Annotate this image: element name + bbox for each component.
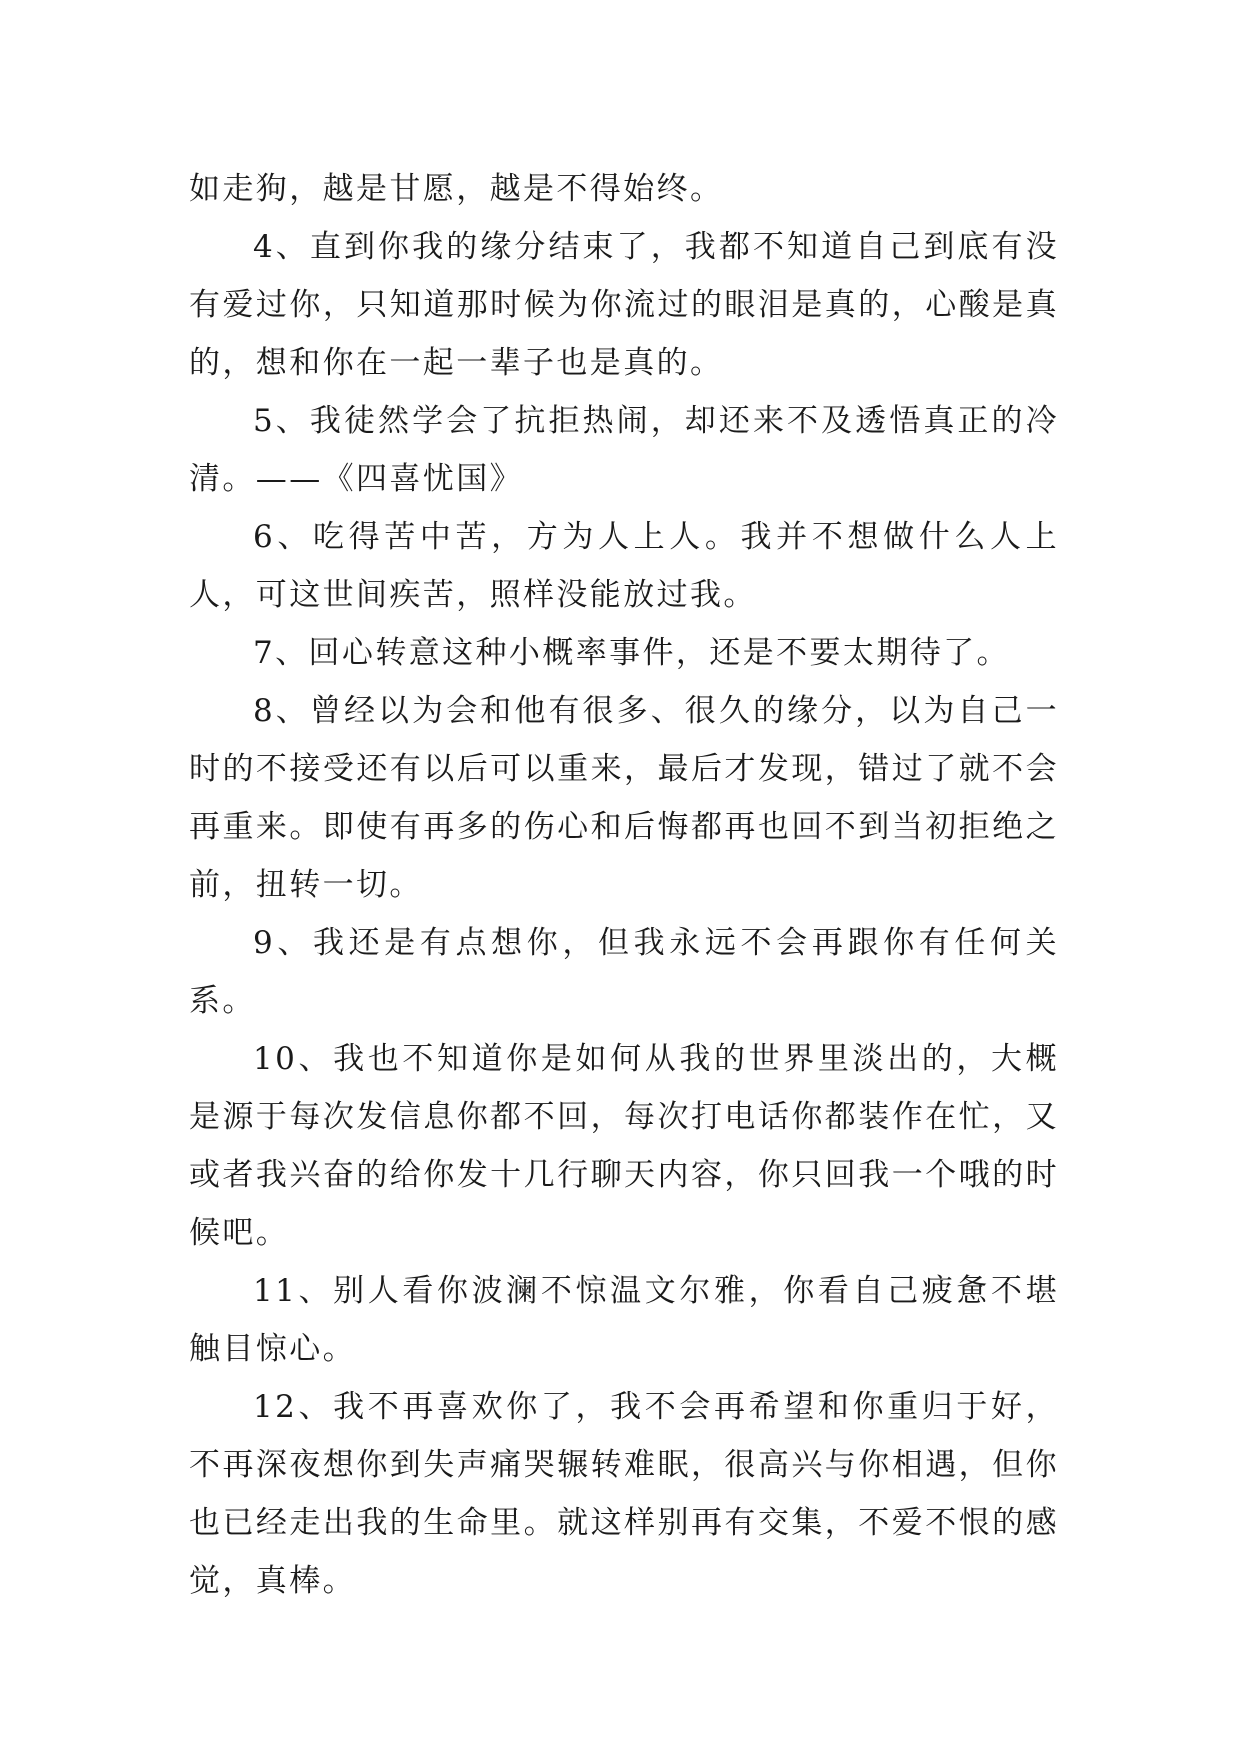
paragraph-item-7: 7、回心转意这种小概率事件，还是不要太期待了。 [253,635,1010,671]
paragraph-item-11: 11、别人看你波澜不惊温文尔雅，你看自己疲惫不堪触目惊心。 [189,1273,1059,1367]
paragraph-continuation: 如走狗，越是甘愿，越是不得始终。 [189,171,724,207]
paragraph-item-9: 9、我还是有点想你，但我永远不会再跟你有任何关系。 [189,925,1059,1019]
paragraph-item-10: 10、我也不知道你是如何从我的世界里淡出的，大概是源于每次发信息你都不回，每次打电话你都装作在忙，又或者我兴奋的给你发十几行聊天内容，你只回我一个哦的时候吧。 [189,1041,1059,1251]
document-body [189,160,1059,1610]
paragraph-item-4: 4、直到你我的缘分结束了，我都不知道自己到底有没有爱过你，只知道那时候为你流过的眼泪是真的，心酸是真的，想和你在一起一辈子也是真的。 [189,229,1059,381]
paragraph-item-8: 8、曾经以为会和他有很多、很久的缘分，以为自己一时的不接受还有以后可以重来，最后才发现，错过了就不会再重来。即使有再多的伤心和后悔都再也回不到当初拒绝之前，扭转一切。 [189,693,1059,903]
paragraph-item-5: 5、我徒然学会了抗拒热闹，却还来不及透悟真正的冷清。——《四喜忧国》 [189,403,1059,497]
paragraph-item-6: 6、吃得苦中苦，方为人上人。我并不想做什么人上人，可这世间疾苦，照样没能放过我。 [189,519,1059,613]
paragraph-item-12: 12、我不再喜欢你了，我不会再希望和你重归于好，不再深夜想你到失声痛哭辗转难眠，很高兴与你相遇，但你也已经走出我的生命里。就这样别再有交集，不爱不恨的感觉，真棒。 [189,1389,1059,1599]
